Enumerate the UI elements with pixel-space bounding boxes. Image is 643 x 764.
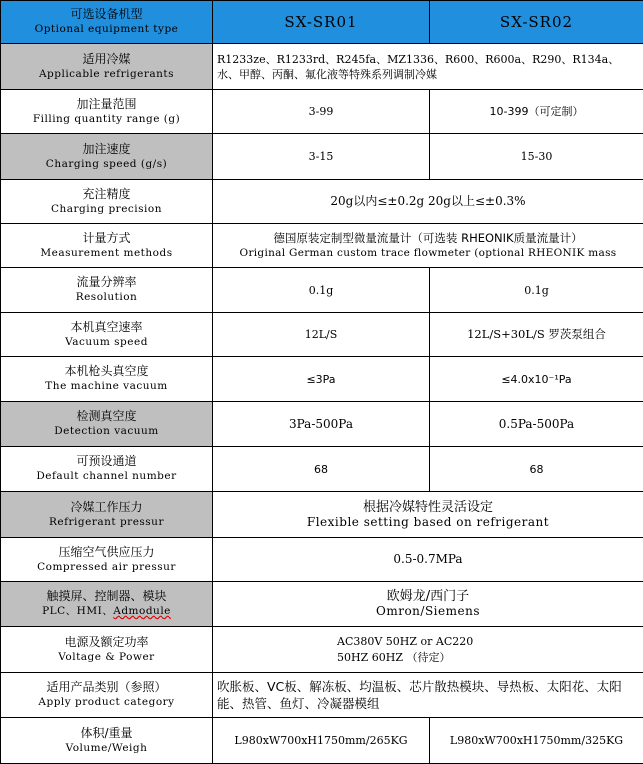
- value-sr02: L980xW700xH1750mm/325KG: [430, 718, 643, 764]
- label-zh: 电源及额定功率: [5, 635, 208, 650]
- value-precision: 20g以内≤±0.2g 20g以上≤±0.3%: [213, 180, 643, 224]
- row-channels: [1, 447, 643, 492]
- label-en: Apply product category: [5, 695, 208, 710]
- model-2-header: SX-SR02: [430, 1, 643, 44]
- label-zh: 本机枪头真空度: [5, 364, 208, 379]
- value-refrigerants: R1233ze、R1233rd、R245fa、MZ1336、R600、R600a、R290、R134a、水、甲醇、丙酮、氟化液等特殊系列调制冷媒: [213, 44, 643, 90]
- row-control: [1, 582, 643, 627]
- label-zh: 压缩空气供应压力: [5, 545, 208, 560]
- label-zh: 冷媒工作压力: [5, 500, 208, 515]
- value-sr01: 3-15: [213, 134, 430, 180]
- label-en: Compressed air pressur: [5, 560, 208, 575]
- value-zh: 德国原装定制型微量流量计（可选装 RHEONIK质量流量计）: [217, 231, 639, 246]
- label-resolution: [1, 268, 213, 313]
- label-zh: 适用冷媒: [5, 52, 208, 67]
- label-en: Detection vacuum: [5, 424, 208, 439]
- value-line-2: 50HZ 60HZ （待定）: [217, 650, 639, 666]
- label-en-a: PLC、HMI、: [42, 605, 113, 617]
- header-label-cell: [1, 1, 213, 44]
- label-en: Resolution: [5, 290, 208, 305]
- row-refrigerant-pressure: [1, 492, 643, 538]
- label-refrigerant-pressure: [1, 492, 213, 538]
- row-resolution: [1, 268, 643, 313]
- label-zh: 本机真空速率: [5, 320, 208, 335]
- label-volume-weight: [1, 718, 213, 764]
- label-compressed-air: [1, 538, 213, 582]
- label-zh: 适用产品类别（参照）: [5, 680, 208, 695]
- row-product-category: [1, 673, 643, 718]
- header-label-zh: 可选设备机型: [5, 7, 208, 22]
- header-row: [1, 1, 643, 44]
- value-sr01: ≤3Pa: [213, 357, 430, 402]
- value-sr02: 0.5Pa-500Pa: [430, 402, 643, 447]
- value-sr02: 0.1g: [430, 268, 643, 313]
- value-en: Original German custom trace flowmeter (optional RHEONIK mass: [217, 246, 639, 261]
- label-refrigerants: [1, 44, 213, 90]
- label-zh: 体积/重量: [5, 726, 208, 741]
- label-measurement: [1, 224, 213, 268]
- label-zh: 检测真空度: [5, 409, 208, 424]
- label-filling-range: [1, 90, 213, 134]
- value-sr02: ≤4.0x10⁻¹Pa: [430, 357, 643, 402]
- label-en: [5, 604, 208, 619]
- label-zh: 加注量范围: [5, 97, 208, 112]
- value-refrigerant-pressure: [213, 492, 643, 538]
- model-1-header: SX-SR01: [213, 1, 430, 44]
- label-zh: 计量方式: [5, 231, 208, 246]
- row-volume-weight: [1, 718, 643, 764]
- row-detection-vacuum: [1, 402, 643, 447]
- value-product-category: 吹胀板、VC板、解冻板、均温板、芯片散热模块、导热板、太阳花、太阳能、热管、鱼灯、冷凝器模组: [213, 673, 643, 718]
- value-sr02: 68: [430, 447, 643, 492]
- value-line-1: AC380V 50HZ or AC220: [217, 634, 639, 650]
- value-sr02: 12L/S+30L/S 罗茨泵组合: [430, 313, 643, 357]
- label-en: Volume/Weigh: [5, 741, 208, 756]
- value-voltage: [213, 627, 643, 673]
- label-zh: 充注精度: [5, 187, 208, 202]
- label-en: The machine vacuum: [5, 379, 208, 394]
- row-precision: [1, 180, 643, 224]
- label-zh: 可预设通道: [5, 454, 208, 469]
- label-en: Voltage & Power: [5, 650, 208, 665]
- row-compressed-air: [1, 538, 643, 582]
- label-vacuum-speed: [1, 313, 213, 357]
- header-label-en: Optional equipment type: [5, 22, 208, 37]
- value-sr02: 15-30: [430, 134, 643, 180]
- row-voltage: [1, 627, 643, 673]
- value-zh: 根据冷媒特性灵活设定: [217, 500, 639, 515]
- label-en: Refrigerant pressur: [5, 515, 208, 530]
- label-detection-vacuum: [1, 402, 213, 447]
- row-refrigerants: [1, 44, 643, 90]
- value-zh: 欧姆龙/西门子: [217, 589, 639, 604]
- value-sr01: 3-99: [213, 90, 430, 134]
- value-control: [213, 582, 643, 627]
- label-en: Measurement methods: [5, 246, 208, 261]
- label-product-category: [1, 673, 213, 718]
- label-zh: 流量分辨率: [5, 275, 208, 290]
- label-en-b: Admodule: [113, 605, 171, 617]
- value-sr01: L980xW700xH1750mm/265KG: [213, 718, 430, 764]
- label-voltage: [1, 627, 213, 673]
- label-en: Charging speed (g/s): [5, 157, 208, 172]
- label-en: Filling quantity range (g): [5, 112, 208, 127]
- label-zh: 触摸屏、控制器、模块: [5, 589, 208, 604]
- label-en: Applicable refrigerants: [5, 67, 208, 82]
- value-en: Flexible setting based on refrigerant: [217, 515, 639, 530]
- value-sr01: 12L/S: [213, 313, 430, 357]
- value-sr01: 3Pa-500Pa: [213, 402, 430, 447]
- label-machine-vacuum: [1, 357, 213, 402]
- value-measurement: [213, 224, 643, 268]
- value-sr01: 68: [213, 447, 430, 492]
- row-charging-speed: [1, 134, 643, 180]
- value-sr01: 0.1g: [213, 268, 430, 313]
- row-vacuum-speed: [1, 313, 643, 357]
- value-sr02: 10-399（可定制）: [430, 90, 643, 134]
- label-en: Vacuum speed: [5, 335, 208, 350]
- label-precision: [1, 180, 213, 224]
- label-charging-speed: [1, 134, 213, 180]
- label-en: Charging precision: [5, 202, 208, 217]
- row-measurement: [1, 224, 643, 268]
- label-en: Default channel number: [5, 469, 208, 484]
- row-filling-range: [1, 90, 643, 134]
- label-channels: [1, 447, 213, 492]
- label-zh: 加注速度: [5, 142, 208, 157]
- value-compressed-air: 0.5-0.7MPa: [213, 538, 643, 582]
- label-control: [1, 582, 213, 627]
- value-en: Omron/Siemens: [217, 604, 639, 619]
- row-machine-vacuum: [1, 357, 643, 402]
